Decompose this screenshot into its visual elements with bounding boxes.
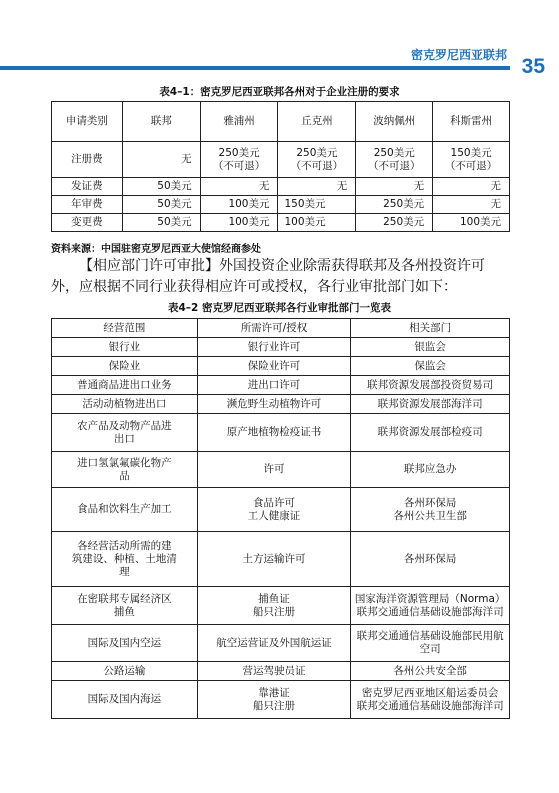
- department-line: 联邦资源发展部海洋司: [377, 397, 483, 410]
- permit-line: 捕鱼证: [258, 592, 290, 605]
- fee-cell: 100美元: [433, 214, 510, 232]
- department-cell: [351, 357, 510, 376]
- fee-line: （不可退）: [444, 159, 498, 172]
- fee-cell: 无: [278, 178, 356, 196]
- fee-cell: 无: [356, 178, 433, 196]
- table-row: [52, 214, 510, 232]
- scope-line: 公路运输: [103, 664, 146, 677]
- header-cell: 科斯雷州: [433, 102, 510, 142]
- approval-paragraph: [51, 256, 513, 298]
- table-row: [52, 587, 510, 625]
- fee-cell: [200, 142, 278, 178]
- header-cell: 联邦: [122, 102, 200, 142]
- table-row: [52, 681, 510, 719]
- department-cell: [351, 662, 510, 681]
- department-cell: [351, 681, 510, 719]
- permit-cell: [197, 357, 351, 376]
- row-label: 发证费: [52, 178, 123, 196]
- scope-line: 农产品及动物产品进: [77, 419, 172, 432]
- scope-line: 各经营活动所需的建: [77, 539, 172, 552]
- permit-cell: [197, 532, 351, 587]
- permit-line: 船只注册: [252, 699, 295, 712]
- department-line: 联邦交通通信基础设施部海洋司: [356, 699, 504, 712]
- industry-approval-table: [51, 318, 510, 719]
- permit-line: 濒危野生动植物许可: [226, 397, 322, 410]
- scope-cell: [52, 587, 198, 625]
- scope-cell: [52, 376, 198, 395]
- page-number: 35: [521, 55, 545, 78]
- scope-cell: [52, 681, 198, 719]
- fee-line: （不可退）: [212, 159, 266, 172]
- scope-cell: [52, 357, 198, 376]
- department-line: 银监会: [414, 340, 446, 353]
- table2-caption: 表4–2 密克罗尼西亚联邦各行业审批部门一览表: [167, 302, 392, 314]
- table-row: [52, 414, 510, 452]
- permit-cell: [197, 662, 351, 681]
- source-note: 资料来源：中国驻密克罗尼西亚大使馆经商参处: [51, 244, 261, 255]
- permit-line: 保险业许可: [247, 359, 301, 372]
- scope-line: 理: [119, 565, 130, 578]
- fee-cell: [278, 142, 356, 178]
- department-line: 联邦资源发展部检疫司: [377, 426, 483, 438]
- fee-cell: 50美元: [122, 196, 200, 214]
- department-cell: [351, 625, 510, 662]
- department-cell: [351, 488, 510, 532]
- fee-line: （不可退）: [367, 159, 421, 172]
- scope-line: 在密联邦专属经济区: [77, 592, 172, 605]
- fee-cell: 无: [122, 142, 200, 178]
- fee-line: 250美元: [373, 146, 415, 159]
- scope-cell: [52, 532, 198, 587]
- table-row: [52, 376, 510, 395]
- department-line: 联邦应急办: [403, 463, 457, 475]
- permit-line: 船只注册: [252, 605, 295, 618]
- fee-line: 250美元: [296, 146, 338, 159]
- table-row: [52, 196, 510, 214]
- permit-cell: [197, 376, 351, 395]
- fee-cell: 250美元: [356, 196, 433, 214]
- fee-cell: 无: [433, 196, 510, 214]
- fee-cell: 无: [433, 178, 510, 196]
- permit-line: 银行业许可: [247, 340, 301, 353]
- fee-cell: 无: [200, 178, 278, 196]
- department-cell: [351, 452, 510, 488]
- department-cell: [351, 587, 510, 625]
- permit-line: 营运驾驶员证: [242, 664, 306, 677]
- paragraph-line: 外，应根据不同行业获得相应许可或授权，各行业审批部门如下：: [51, 279, 457, 295]
- row-label: 变更费: [52, 214, 123, 232]
- scope-line: 国际及国内空运: [87, 636, 162, 649]
- header-cell: 申请类别: [52, 102, 123, 142]
- fee-line: （不可退）: [290, 159, 344, 172]
- scope-cell: [52, 625, 198, 662]
- header-cell: 丘克州: [278, 102, 356, 142]
- row-label: 年审费: [52, 196, 123, 214]
- permit-line: 航空运营证及外国航运证: [216, 636, 332, 649]
- table-header-row: [52, 319, 510, 338]
- fee-cell: 100美元: [278, 214, 356, 232]
- department-line: 各州公共安全部: [393, 664, 467, 677]
- scope-cell: [52, 414, 198, 452]
- table-row: [52, 452, 510, 488]
- fee-line: 150美元: [450, 146, 492, 159]
- scope-cell: [52, 662, 198, 681]
- scope-line: 出口: [113, 432, 135, 445]
- permit-cell: [197, 587, 351, 625]
- permit-cell: [197, 395, 351, 414]
- table-row: [52, 488, 510, 532]
- permit-cell: [197, 338, 351, 357]
- permit-line: 原产地植物检疫证书: [226, 426, 322, 438]
- permit-line: 食品许可: [252, 496, 295, 509]
- department-line: 各州公共卫生部: [393, 509, 467, 522]
- scope-cell: [52, 338, 198, 357]
- scope-cell: [52, 395, 198, 414]
- table-row: [52, 142, 510, 178]
- header-cell: 相关部门: [351, 319, 510, 338]
- paragraph-line: 【相应部门许可审批】外国投资企业除需获得联邦及各州投资许可: [79, 258, 485, 274]
- header-cell: 波纳佩州: [356, 102, 433, 142]
- scope-line: 国际及国内海运: [87, 693, 162, 705]
- table-row: [52, 625, 510, 662]
- table-row: [52, 532, 510, 587]
- permit-cell: [197, 681, 351, 719]
- department-line: 保监会: [414, 359, 446, 372]
- header-cell: 所需许可/授权: [197, 319, 351, 338]
- department-cell: [351, 395, 510, 414]
- table-row: [52, 662, 510, 681]
- fee-cell: 250美元: [356, 214, 433, 232]
- department-line: 联邦资源发展部投资贸易司: [367, 378, 494, 391]
- fee-cell: 100美元: [200, 196, 278, 214]
- scope-line: 筑建设、种植、土地清: [71, 552, 177, 565]
- department-cell: [351, 338, 510, 357]
- permit-line: 工人健康证: [247, 509, 301, 522]
- header-cell: 经营范围: [52, 319, 198, 338]
- scope-line: 银行业: [108, 340, 141, 353]
- scope-line: 保险业: [108, 359, 141, 372]
- scope-line: 品: [119, 469, 130, 482]
- department-line: 各州环保局: [403, 496, 457, 509]
- permit-cell: [197, 414, 351, 452]
- permit-cell: [197, 625, 351, 662]
- department-line: 各州环保局: [403, 552, 457, 565]
- department-cell: [351, 532, 510, 587]
- fee-cell: 50美元: [122, 178, 200, 196]
- permit-cell: [197, 488, 351, 532]
- scope-line: 普通商品进出口业务: [77, 378, 172, 391]
- fee-cell: 50美元: [122, 214, 200, 232]
- table-row: [52, 395, 510, 414]
- department-line: 联邦交通通信基础设施部民用航: [356, 630, 504, 642]
- department-cell: [351, 376, 510, 395]
- table-row: [52, 338, 510, 357]
- permit-line: 进出口许可: [247, 378, 301, 391]
- department-line: 联邦交通通信基础设施部海洋司: [356, 605, 504, 618]
- scope-line: 捕鱼: [113, 605, 135, 618]
- table-row: [52, 357, 510, 376]
- header-title: 密克罗尼西亚联邦: [410, 48, 507, 62]
- table1-caption: 表4–1：密克罗尼西亚联邦各州对于企业注册的要求: [159, 86, 400, 98]
- row-label: 注册费: [52, 142, 123, 178]
- permit-line: 许可: [263, 463, 285, 475]
- scope-line: 活动动植物进出口: [82, 397, 167, 410]
- department-line: 空司: [419, 643, 441, 655]
- fee-cell: 100美元: [200, 214, 278, 232]
- table-header-row: [52, 102, 510, 142]
- header-rule: [0, 66, 510, 70]
- department-line: 国家海洋资源管理局（Norma）: [354, 592, 506, 605]
- permit-cell: [197, 452, 351, 488]
- fee-line: 250美元: [218, 146, 260, 159]
- scope-line: 进口氢氯氟碳化物产: [77, 456, 172, 469]
- fee-cell: 150美元: [278, 196, 356, 214]
- enterprise-registration-table: [51, 101, 510, 232]
- permit-line: 靠港证: [258, 686, 290, 699]
- department-cell: [351, 414, 510, 452]
- scope-cell: [52, 488, 198, 532]
- scope-line: 食品和饮料生产加工: [77, 503, 172, 515]
- department-line: 密克罗尼西亚地区船运委员会: [361, 686, 499, 699]
- scope-cell: [52, 452, 198, 488]
- table-row: [52, 178, 510, 196]
- header-cell: 雅浦州: [200, 102, 278, 142]
- fee-cell: [433, 142, 510, 178]
- permit-line: 土方运输许可: [242, 552, 306, 565]
- fee-cell: [356, 142, 433, 178]
